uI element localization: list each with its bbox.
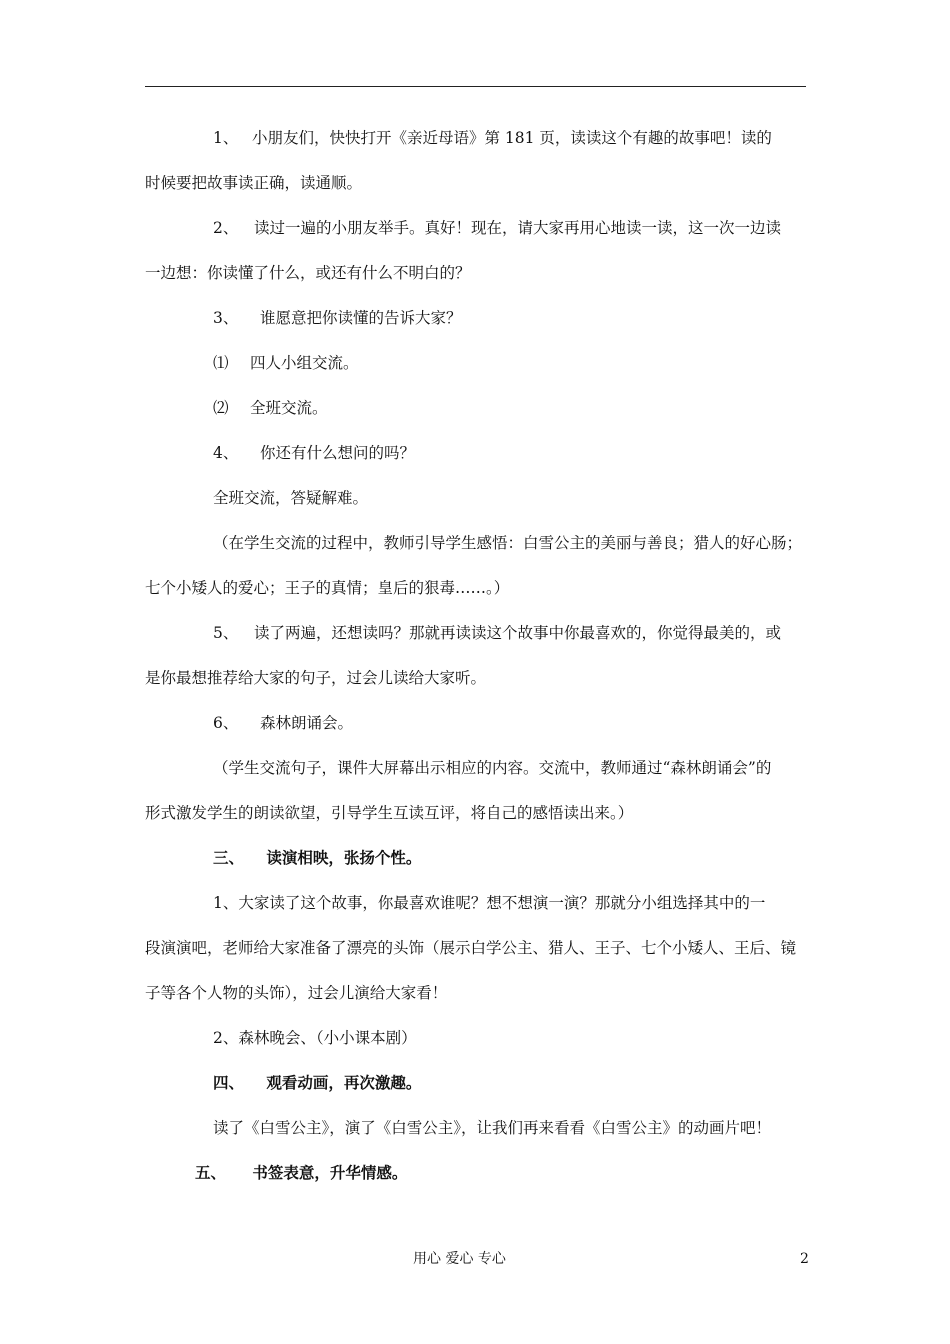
paragraph-line <box>213 353 358 373</box>
item-number: 5、 <box>213 624 239 642</box>
paragraph-line <box>213 893 765 913</box>
paragraph-line <box>145 578 509 598</box>
line-text: 读了《白雪公主》，演了《白雪公主》，让我们再来看看《白雪公主》的动画片吧！ <box>213 1119 772 1137</box>
line-text: 森林朗诵会。 <box>259 714 353 732</box>
line-text: 读过一遍的小朋友举手。真好！现在，请大家再用心地读一读，这一次一边读 <box>253 219 781 237</box>
line-text: 段演演吧，老师给大家准备了漂亮的头饰（展示白学公主、猎人、王子、七个小矮人、王后、镜 <box>145 939 797 957</box>
section-title: 书签表意，升华情感。 <box>252 1163 408 1182</box>
paragraph-line <box>145 803 633 823</box>
section-number: 四、 <box>213 1073 245 1092</box>
line-text: 小朋友们，快快打开《亲近母语》第 181 页，读读这个有趣的故事吧！读的 <box>251 129 772 147</box>
line-text: 全班交流。 <box>249 399 328 417</box>
page-number: 2 <box>800 1251 809 1267</box>
item-number: ⑵ <box>213 399 229 417</box>
line-text: （学生交流句子，课件大屏幕出示相应的内容。交流中，教师通过“森林朗诵会”的 <box>213 759 772 777</box>
paragraph-line <box>213 488 368 508</box>
item-number: 4、 <box>213 444 239 462</box>
paragraph-line <box>213 218 781 238</box>
line-text: 读了两遍，还想读吗？那就再读读这个故事中你最喜欢的，你觉得最美的，或 <box>253 624 781 642</box>
item-number: ⑴ <box>213 354 229 372</box>
header-rule <box>145 86 806 87</box>
paragraph-line <box>213 1118 771 1138</box>
line-text: 一边想：你读懂了什么，或还有什么不明白的？ <box>145 264 471 282</box>
line-text: （在学生交流的过程中，教师引导学生感悟：白雪公主的美丽与善良；猎人的好心肠； <box>213 534 803 552</box>
section-heading <box>213 848 421 868</box>
paragraph-line <box>145 938 796 958</box>
line-text: 是你最想推荐给大家的句子，过会儿读给大家听。 <box>145 669 487 687</box>
paragraph-line <box>213 533 802 553</box>
paragraph-line <box>213 398 327 418</box>
line-text: 时候要把故事读正确，读通顺。 <box>145 174 363 192</box>
paragraph-line <box>145 263 471 283</box>
section-heading <box>195 1163 407 1183</box>
paragraph-line <box>213 1028 417 1048</box>
footer-motto: 用心 爱心 专心 <box>413 1251 506 1267</box>
section-title: 观看动画，再次激趣。 <box>266 1073 422 1092</box>
paragraph-line <box>145 668 486 688</box>
section-heading <box>213 1073 421 1093</box>
line-text: 全班交流，答疑解难。 <box>213 489 369 507</box>
line-text: 四人小组交流。 <box>249 354 359 372</box>
paragraph-line <box>213 128 772 148</box>
item-number: 1、 <box>213 129 239 147</box>
item-number: 3、 <box>213 309 239 327</box>
line-text: 子等各个人物的头饰），过会儿演给大家看！ <box>145 984 448 1002</box>
paragraph-line <box>145 173 362 193</box>
item-number: 6、 <box>213 714 239 732</box>
line-text: 七个小矮人的爱心；王子的真情；皇后的狠毒……。） <box>145 579 510 597</box>
line-text: 你还有什么想问的吗？ <box>259 444 415 462</box>
line-text: 2、森林晚会、（小小课本剧） <box>213 1029 417 1047</box>
paragraph-line <box>213 443 415 463</box>
section-number: 三、 <box>213 848 245 867</box>
line-text: 1、大家读了这个故事，你最喜欢谁呢？想不想演一演？那就分小组选择其中的一 <box>213 894 766 912</box>
line-text: 形式激发学生的朗读欲望，引导学生互读互评，将自己的感悟读出来。） <box>145 804 634 822</box>
paragraph-line <box>213 623 781 643</box>
paragraph-line <box>213 758 771 778</box>
section-number: 五、 <box>195 1163 227 1182</box>
paragraph-line <box>213 713 353 733</box>
paragraph-line <box>213 308 461 328</box>
paragraph-line <box>145 983 447 1003</box>
line-text: 谁愿意把你读懂的告诉大家？ <box>259 309 462 327</box>
item-number: 2、 <box>213 219 239 237</box>
section-title: 读演相映，张扬个性。 <box>266 848 422 867</box>
